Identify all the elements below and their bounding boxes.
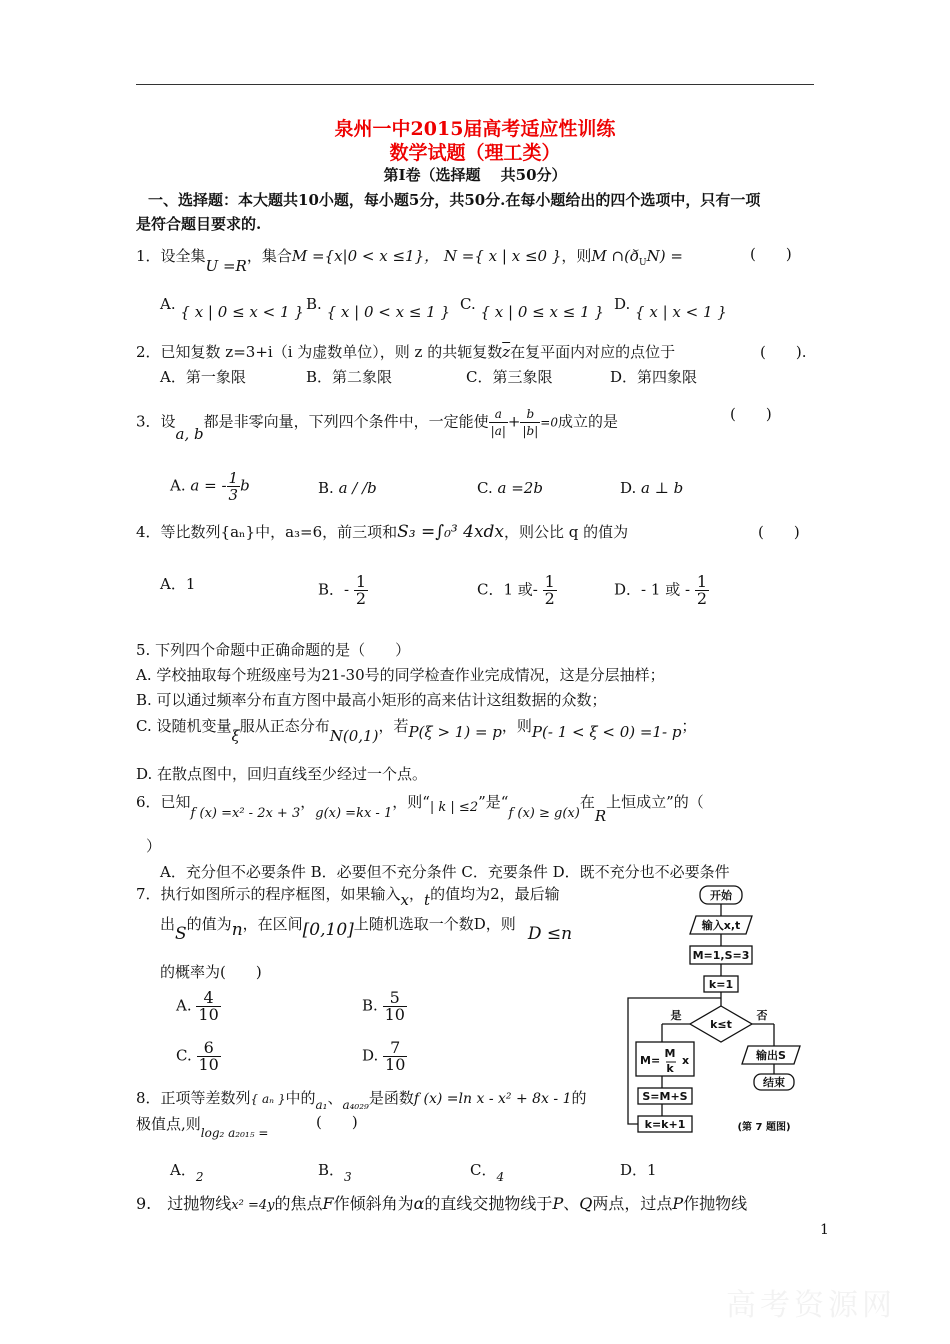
q2-stem: 2．已知复数 z=3+i（i 为虚数单位），则 z 的共轭复数$\overline{z}$在复平面内对应的点位于 (136, 343, 676, 361)
q1-stem: 1．设全集U =R，集合M ={x|0 < x ≤1}， N ={ x | x ≤0 }，则M $\cap(ð_UN)$ = (136, 247, 683, 275)
q4-paren: ( ) (758, 523, 800, 541)
q7-line3: 的概率为( ) (160, 963, 262, 981)
q5-option-a[interactable]: A. 学校抽取每个班级座号为21-30号的同学检查作业完成情况，这是分层抽样； (136, 666, 665, 684)
instruction-line2: 是符合题目要求的. (136, 215, 262, 233)
q5-option-d[interactable]: D. 在散点图中，回归直线至少经过一个点。 (136, 765, 428, 783)
q8-line1: 8．正项等差数列{ aₙ }中的$_{a_1}$、$_{a_{4029}}$是函数f (x) =ln x - x² + 8x - 1的 (136, 1089, 587, 1112)
flowchart-figure (624, 882, 814, 1144)
instruction-line1: 一、选择题：本大题共10小题，每小题5分，共50分.在每小题给出的四个选项中，只有一项 (148, 191, 761, 209)
page-number: 1 (820, 1222, 829, 1238)
svg-text:(第 7 题图): (第 7 题图) (737, 1122, 791, 1133)
q5-stem: 5. 下列四个命题中正确命题的是（ ） (136, 641, 411, 659)
q8-option-a[interactable]: A．$_2$ (170, 1161, 204, 1184)
q2-option-a[interactable]: A．第一象限 (160, 368, 246, 386)
q1-option-b[interactable]: B. { x | 0 < x ≤ 1 } (306, 295, 451, 321)
exam-subtitle: 数学试题（理工类） (389, 142, 561, 164)
svg-text:k≤t: k≤t (710, 1018, 732, 1031)
q2-option-c[interactable]: C．第三象限 (466, 368, 553, 386)
svg-text:开始: 开始 (710, 889, 732, 902)
q1-option-d[interactable]: D. { x | x < 1 } (614, 295, 727, 321)
svg-text:x: x (682, 1054, 690, 1067)
q6-stem: 6．已知f (x) =x² - 2x + 3，g(x) =kx - 1，则“| k | ≤2”是“f (x) ≥ g(x)在R上恒成立”的（ (136, 793, 704, 825)
svg-text:S=M+S: S=M+S (642, 1090, 688, 1103)
svg-text:M: M (664, 1047, 676, 1060)
q6-options[interactable]: A．充分但不必要条件 B．必要但不充分条件 C．充要条件 D．既不充分也不必要条件 (160, 863, 730, 881)
svg-text:是: 是 (670, 1009, 682, 1022)
svg-text:输入x,t: 输入x,t (701, 919, 741, 932)
exam-title: 泉州一中2015届高考适应性训练 (334, 118, 616, 140)
q4-option-b[interactable]: B．- $\frac{1}{2}$ (318, 572, 367, 608)
q9-stem: 9. 过抛物线x² =4y的焦点F作倾斜角为α的直线交抛物线于P、Q两点，过点P作抛物线 (136, 1194, 748, 1213)
q4-option-c[interactable]: C．1 或- $\frac{1}{2}$ (477, 572, 555, 608)
q5-option-b[interactable]: B. 可以通过频率分布直方图中最高小矩形的高来估计这组数据的众数； (136, 691, 607, 709)
q3-stem: 3．设a, b都是非零向量，下列四个条件中，一定能使 $\frac{a}{|a|}$ + $\frac{b}{|b|}$ =0成立的是 (136, 407, 618, 443)
svg-text:k=k+1: k=k+1 (644, 1118, 686, 1131)
q7-option-a[interactable]: A. $\frac{4}{10}$ (176, 988, 219, 1024)
q8-line2: 极值点,则$_{log_2 a_{2015} =}$ (136, 1115, 269, 1140)
q8-paren: ( ) (316, 1113, 358, 1131)
q8-option-d[interactable]: D．1 (620, 1161, 657, 1179)
q3-option-c[interactable]: C. a =2b (477, 479, 543, 497)
q7-option-b[interactable]: B. $\frac{5}{10}$ (362, 988, 405, 1024)
svg-text:M=: M= (640, 1054, 661, 1067)
q4-stem: 4．等比数列{aₙ}中，a₃=6，前三项和S₃ =∫₀³ 4xdx，则公比 q 的值为 (136, 522, 629, 542)
section-heading: 第Ⅰ卷（选择题 共50分） (383, 166, 567, 184)
q1-paren: ( ) (750, 245, 792, 263)
svg-text:否: 否 (756, 1009, 768, 1022)
svg-text:k=1: k=1 (708, 978, 734, 991)
q3-option-a[interactable]: A. a = - $\frac{1}{3}$ b (170, 469, 250, 504)
q4-option-d[interactable]: D．- 1 或 - $\frac{1}{2}$ (614, 572, 708, 608)
q6-close-paren: ） (146, 837, 162, 855)
svg-text:结束: 结束 (763, 1076, 785, 1089)
q1-option-c[interactable]: C. { x | 0 ≤ x ≤ 1 } (460, 295, 604, 321)
q7-option-d[interactable]: D. $\frac{7}{10}$ (362, 1038, 406, 1074)
q3-option-b[interactable]: B. a / /b (318, 479, 377, 497)
q2-option-b[interactable]: B．第二象限 (306, 368, 393, 386)
q3-option-d[interactable]: D. a ⊥ b (620, 479, 684, 497)
q5-option-c[interactable]: C. 设随机变量ξ服从正态分布N(0,1)，若P(ξ > 1) = p，则P(- 1 < ξ < 0) =1- p； (136, 717, 697, 745)
q7-line1: 7．执行如图所示的程序框图，如果输入x，t的值均为2，最后输 (136, 885, 560, 909)
svg-text:k: k (666, 1062, 674, 1075)
q4-option-a[interactable]: A．1 (160, 575, 196, 593)
top-rule (136, 84, 814, 85)
q7-line2: 出S的值为n，在区间[0,10]上随机选取一个数D，则 D ≤n (160, 915, 573, 944)
svg-text:输出S: 输出S (756, 1049, 786, 1062)
q2-option-d[interactable]: D．第四象限 (610, 368, 698, 386)
q8-option-b[interactable]: B．$_3$ (318, 1161, 352, 1184)
q2-paren: ( ). (760, 343, 807, 361)
q8-option-c[interactable]: C．$_4$ (470, 1161, 505, 1184)
q3-paren: ( ) (730, 405, 772, 423)
watermark: 高考资源网 (726, 1288, 896, 1323)
q1-option-a[interactable]: A. { x | 0 ≤ x < 1 } (160, 295, 304, 321)
svg-text:M=1,S=3: M=1,S=3 (692, 949, 750, 962)
q7-option-c[interactable]: C. $\frac{6}{10}$ (176, 1038, 219, 1074)
